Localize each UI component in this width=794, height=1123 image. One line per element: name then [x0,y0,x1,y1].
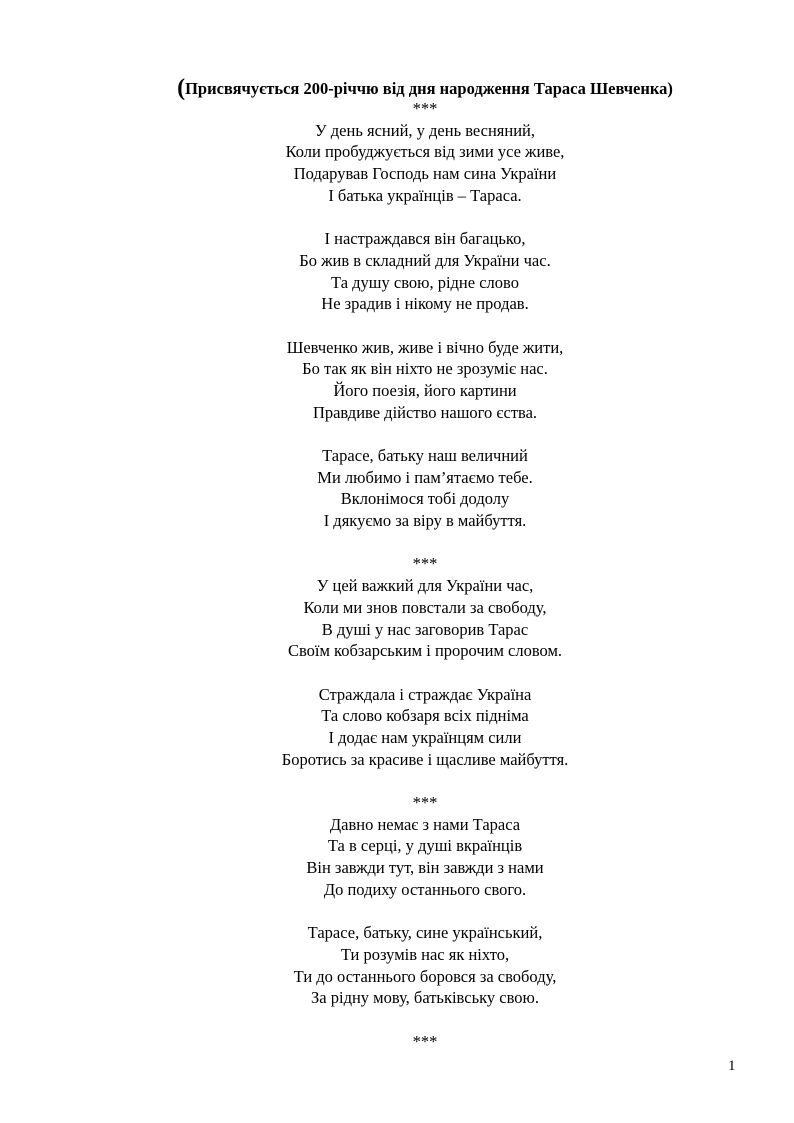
poem-line: Та слово кобзаря всіх підніма [321,706,529,726]
poem-line: До подиху останнього свого. [323,879,527,899]
poem-line: Вклонімося тобі додолу [340,489,510,509]
poem-line [0,662,794,684]
poem-line: Його поезія, його картини [333,380,517,400]
poem-line: *** [412,793,438,812]
poem-line: Давно немає з нами Тараса [329,814,521,834]
poem-line: Тарасе, батьку, сине український, [307,923,543,943]
page-number: 1 [728,1058,736,1074]
poem-body [0,98,794,1052]
poem-line: У день ясний, у день весняний, [314,120,536,140]
poem-line: Своїм кобзарським і пророчим словом. [287,641,563,661]
poem-line: І батька українців – Тараса. [328,185,522,205]
poem-line: І додає нам українцям сили [328,727,522,747]
poem-line: Правдиве дійство нашого єства. [312,402,538,422]
poem-line: Ти до останнього боровся за свободу, [293,966,557,986]
poem-line [0,900,794,922]
poem-line: Тарасе, батьку наш величний [322,446,528,465]
poem-line: Коли пробуджується від зими усе живе, [285,142,565,162]
poem-line: Та в серці, у душі вкраїнців [327,836,523,856]
poem-line: Шевченко жив, живе і вічно буде жити, [286,337,564,357]
poem-line [0,315,794,337]
poem-line [0,423,794,445]
title-open-paren: ( [177,75,186,101]
poem-line: І настраждався він багацько, [324,229,526,249]
poem-line: *** [412,1031,438,1051]
poem-line: В душі у нас заговорив Тарас [321,619,529,639]
poem-line: *** [412,99,438,118]
poem-line [0,770,794,792]
poem-line: Страждала і страждає Україна [318,684,532,704]
title-text: Присвячується 200-річчю від дня народження Тараса Шевченка) [185,79,673,98]
poem-line: Боротись за красиве і щасливе майбуття. [281,749,569,769]
poem-line: За рідну мову, батьківську свою. [311,988,539,1008]
poem-line: Та душу свою, рідне слово [331,272,519,292]
poem-line: Бо жив в складний для України час. [299,250,551,270]
poem-line: Ти розумів нас як ніхто, [340,944,510,964]
poem-line: Подарував Господь нам сина України [293,164,557,184]
poem-line: Він завжди тут, він завжди з нами [306,858,544,878]
poem-line [0,1009,794,1031]
poem-line: *** [412,554,438,574]
poem-line: Бо так як він ніхто не зрозуміє нас. [302,359,548,379]
poem-line: Ми любимо і пам’ятаємо тебе. [317,467,533,487]
poem-line [0,206,794,228]
poem-line: У цей важкий для України час, [316,576,534,596]
poem-line [0,532,794,554]
poem-line: Не зрадив і нікому не продав. [321,294,529,314]
poem-line: Коли ми знов повстали за свободу, [303,597,547,617]
poem-line: І дякуємо за віру в майбуття. [323,511,527,531]
